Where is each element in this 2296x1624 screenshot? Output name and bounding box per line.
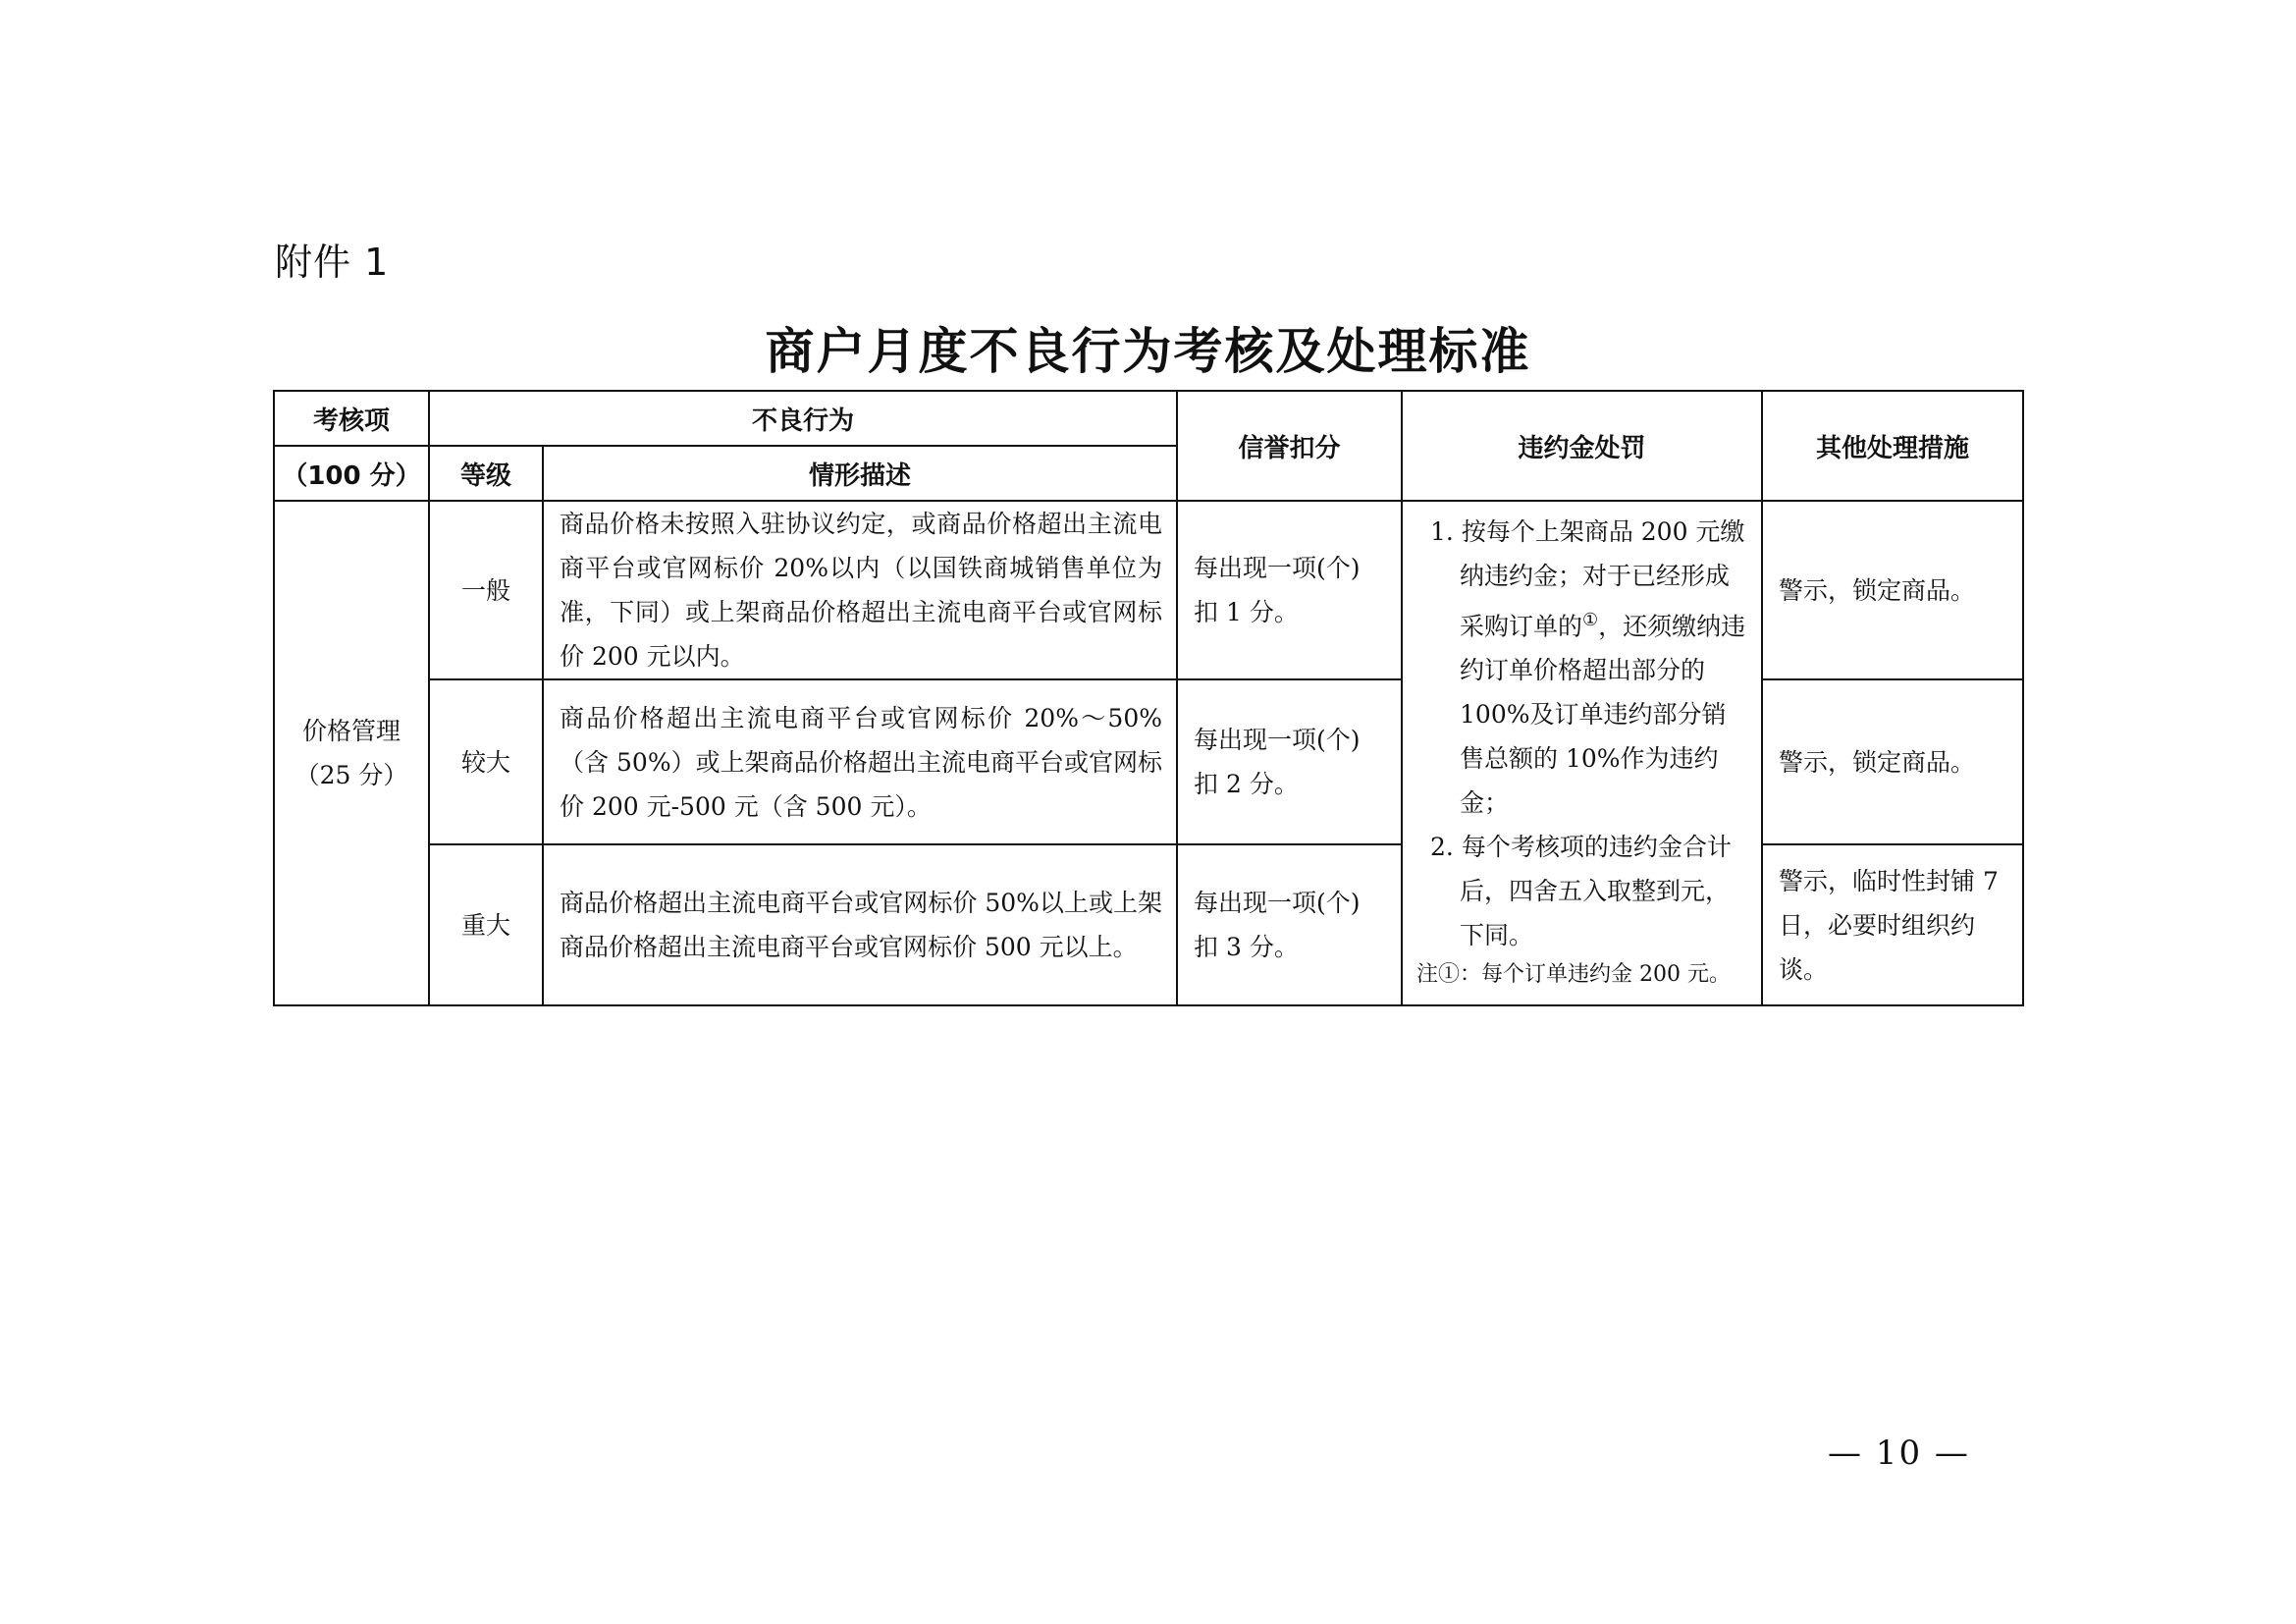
level-cell: 重大: [429, 844, 543, 1005]
header-row-top: [274, 391, 2023, 446]
header-bad-behavior: 不良行为: [429, 391, 1177, 446]
description-cell: 商品价格超出主流电商平台或官网标价 50%以上或上架商品价格超出主流电商平台或官网标价 500 元以上。: [543, 844, 1177, 1005]
penalty-item-1-text: 1. 按每个上架商品 200 元缴纳违约金；对于已经形成采购订单的: [1430, 517, 1745, 641]
credit-line: 扣 1 分。: [1194, 598, 1299, 626]
penalty-cell: [1402, 501, 1762, 1005]
document-title: 商户月度不良行为考核及处理标准: [765, 322, 1531, 380]
attachment-label: 附件 1: [275, 241, 390, 284]
credit-cell: [1177, 844, 1402, 1005]
category-score: （25 分）: [294, 761, 408, 789]
header-item: [274, 391, 429, 446]
header-item-score: （100 分）: [274, 446, 429, 501]
level-cell: 较大: [429, 679, 543, 844]
penalty-item-1-text-cont: ，还须缴纳违约订单价格超出部分的 100%及订单违约部分销售总额的 10%作为违约金；: [1460, 612, 1746, 818]
category-name: 价格管理: [301, 717, 400, 745]
assessment-table: [273, 390, 2024, 1006]
description-cell: 商品价格未按照入驻协议约定，或商品价格超出主流电商平台或官网标价 20%以内（以国铁商城销售单位为准，下同）或上架商品价格超出主流电商平台或官网标价 200 元以内。: [543, 501, 1177, 679]
header-penalty: 违约金处罚: [1402, 391, 1762, 501]
page-number: — 10 —: [1828, 1434, 1970, 1473]
table-row: [274, 501, 2023, 679]
footnote-marker: ①: [1582, 610, 1599, 630]
header-other-measures: 其他处理措施: [1762, 391, 2023, 501]
header-level: 等级: [429, 446, 543, 501]
level-cell: 一般: [429, 501, 543, 679]
other-measures-cell: 警示，锁定商品。: [1762, 679, 2023, 844]
penalty-note: 注①：每个订单违约金 200 元。: [1416, 962, 1731, 988]
description-cell: 商品价格超出主流电商平台或官网标价 20%～50%（含 50%）或上架商品价格超出主流电商平台或官网标价 200 元-500 元（含 500 元）。: [543, 679, 1177, 844]
header-credit-deduction: 信誉扣分: [1177, 391, 1402, 501]
credit-line: 每出现一项(个): [1194, 726, 1361, 754]
penalty-item-1: [1416, 510, 1749, 825]
credit-cell: [1177, 679, 1402, 844]
header-description: 情形描述: [543, 446, 1177, 501]
other-measures-cell: 警示，锁定商品。: [1762, 501, 2023, 679]
credit-line: 扣 2 分。: [1194, 770, 1299, 798]
other-measures-cell: 警示，临时性封铺 7 日，必要时组织约谈。: [1762, 844, 2023, 1005]
credit-line: 每出现一项(个): [1194, 554, 1361, 582]
credit-line: 每出现一项(个): [1194, 889, 1361, 917]
credit-line: 扣 3 分。: [1194, 933, 1299, 961]
category-cell: [274, 501, 429, 1005]
penalty-item-2: 2. 每个考核项的违约金合计后，四舍五入取整到元，下同。: [1430, 833, 1732, 950]
credit-cell: [1177, 501, 1402, 679]
header-item-line1: 考核项: [312, 406, 390, 436]
